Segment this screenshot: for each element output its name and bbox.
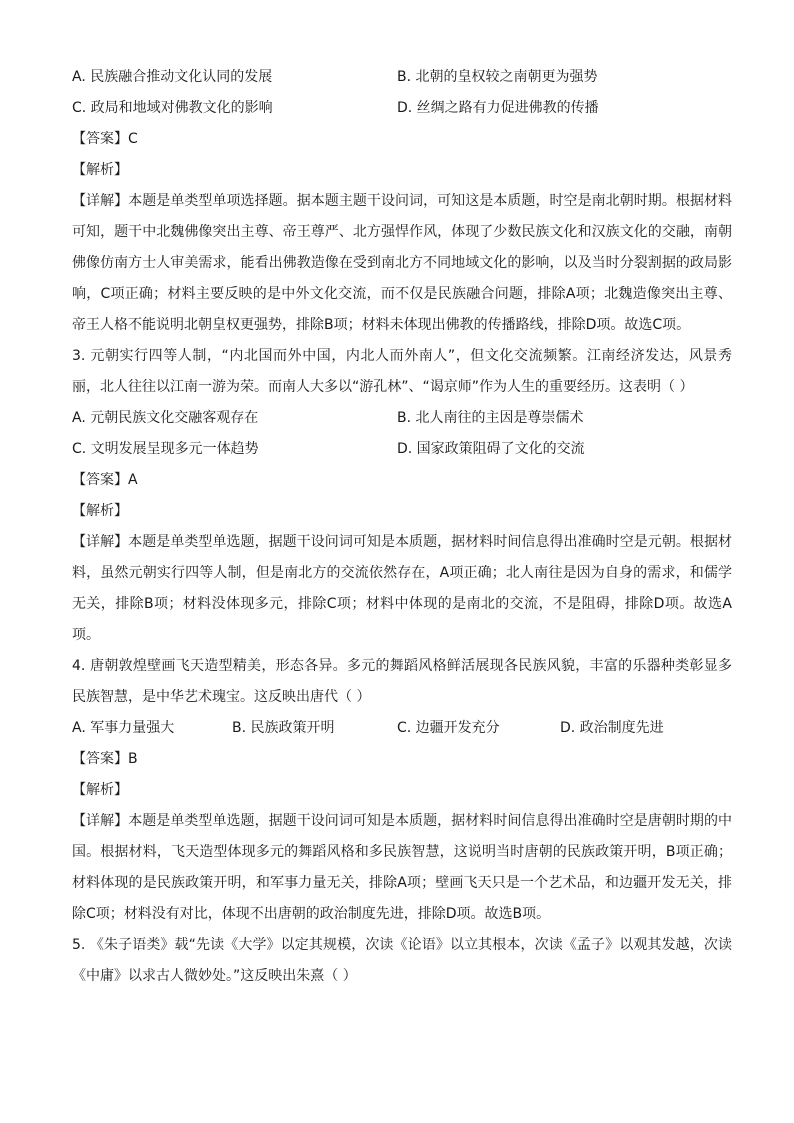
q2-answer xyxy=(72,124,732,155)
q2-options-row-2 xyxy=(72,93,732,124)
q2-option-d[interactable]: D. 丝绸之路有力促进佛教的传播 xyxy=(397,100,599,116)
q2-option-c[interactable]: C. 政局和地域对佛教文化的影响 xyxy=(72,100,273,116)
detail-label: 【详解】 xyxy=(72,534,129,550)
q4-options-row xyxy=(72,713,732,744)
q4-answer xyxy=(72,744,732,775)
q4-analysis-heading xyxy=(72,775,732,806)
q3-options-row-1 xyxy=(72,403,732,434)
q4-option-a[interactable]: A. 军事力量强大 xyxy=(72,720,175,736)
detail-text: 本题是单类型单选题，据题干设问词可知是本质题，据材料时间信息得出准确时空是元朝。根据材料，虽然元朝实行四等人制，但是南北方的交流依然存在，A项正确；北人南往是因为自身的需求，和儒学无关，排除B项；材料没体现多元，排除C项；材料中体现的是南北的交流，不是阻碍，排除D项。故选A项。 xyxy=(72,534,733,643)
q3-option-a[interactable]: A. 元朝民族文化交融客观存在 xyxy=(72,410,259,426)
detail-label: 【详解】 xyxy=(72,193,129,209)
q5-stem: 5. 《朱子语类》载“先读《大学》以定其规模，次读《论语》以立其根本，次读《孟子》以观其发越，次读《中庸》以求古人微妙处。”这反映出朱熹（ ） xyxy=(72,937,732,984)
q4-stem: 4. 唐朝敦煌壁画飞天造型精美，形态各异。多元的舞蹈风格鲜活展现各民族风貌，丰富的乐器种类彰显多民族智慧，是中华艺术瑰宝。这反映出唐代（ ） xyxy=(72,658,732,705)
document-page xyxy=(72,62,732,992)
q2-options-row-1 xyxy=(72,62,732,93)
answer-value: C xyxy=(128,131,138,147)
q2-analysis-heading xyxy=(72,155,732,186)
q2-option-a[interactable]: A. 民族融合推动文化认同的发展 xyxy=(72,69,273,85)
q4-option-c[interactable]: C. 边疆开发充分 xyxy=(397,720,500,736)
q3-stem: 3. 元朝实行四等人制，“内北国而外中国，内北人而外南人”，但文化交流频繁。江南经济发达，风景秀丽，北人往往以江南一游为荣。而南人大多以“游孔林”、“谒京师”作为人生的重要经历。这表明（ ） xyxy=(72,348,732,395)
answer-label: 【答案】 xyxy=(72,751,128,767)
detail-label: 【详解】 xyxy=(72,813,129,829)
detail-text: 本题是单类型单选题，据题干设问词可知是本质题，据材料时间信息得出准确时空是唐朝时期的中国。根据材料，飞天造型体现多元的舞蹈风格和多民族智慧，这说明当时唐朝的民族政策开明，B项正确；材料体现的是民族政策开明，和军事力量无关，排除A项；壁画飞天只是一个艺术品，和边疆开发无关，排除C项；材料没有对比，体现不出唐朝的政治制度先进，排除D项。故选B项。 xyxy=(72,813,733,922)
q3-option-d[interactable]: D. 国家政策阻碍了文化的交流 xyxy=(397,441,585,457)
detail-text: 本题是单类型单项选择题。据本题主题干设问词，可知这是本质题，时空是南北朝时期。根据材料可知，题干中北魏佛像突出主尊、帝王尊严、北方强悍作风，体现了少数民族文化和汉族文化的交融，南朝佛像仿南方士人审美需求，能看出佛教造像在受到南北方不同地域文化的影响，以及当时分裂割据的政局影响，C项正确；材料主要反映的是中外文化交流，而不仅是民族融合问题，排除A项；北魏造像突出主尊、帝王人格不能说明北朝皇权更强势，排除B项；材料未体现出佛教的传播路线，排除D项。故选C项。 xyxy=(72,193,733,333)
q4-detail xyxy=(72,806,732,930)
answer-label: 【答案】 xyxy=(72,472,128,488)
q3-answer xyxy=(72,465,732,496)
answer-label: 【答案】 xyxy=(72,131,128,147)
q3-option-b[interactable]: B. 北人南往的主因是尊崇儒术 xyxy=(397,410,584,426)
q4-option-b[interactable]: B. 民族政策开明 xyxy=(232,720,335,736)
q4-option-d[interactable]: D. 政治制度先进 xyxy=(560,720,664,736)
answer-value: B xyxy=(128,751,138,767)
q3-options-row-2 xyxy=(72,434,732,465)
analysis-label: 【解析】 xyxy=(72,782,128,798)
answer-value: A xyxy=(128,472,138,488)
q2-detail xyxy=(72,186,732,341)
q3-detail xyxy=(72,527,732,651)
analysis-label: 【解析】 xyxy=(72,162,128,178)
q3-option-c[interactable]: C. 文明发展呈现多元一体趋势 xyxy=(72,441,259,457)
q2-option-b[interactable]: B. 北朝的皇权较之南朝更为强势 xyxy=(397,69,598,85)
analysis-label: 【解析】 xyxy=(72,503,128,519)
q3-analysis-heading xyxy=(72,496,732,527)
